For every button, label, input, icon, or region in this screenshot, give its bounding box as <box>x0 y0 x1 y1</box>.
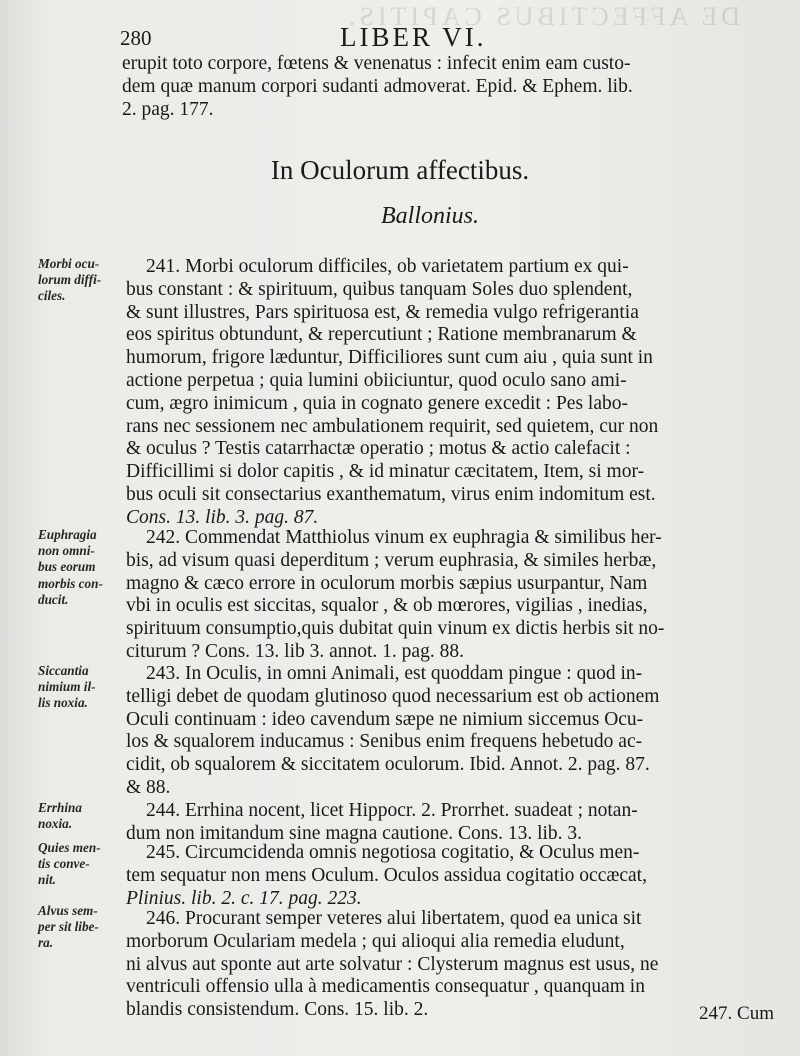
text-line: eos spiritus obtundunt, & repercutiunt ; Ratione membranarum & <box>126 324 637 346</box>
text-line: 2. pag. 177. <box>122 98 214 120</box>
text-line: actione perpetua ; quia lumini obiiciuntur, quod oculo sano ami- <box>126 369 627 391</box>
text-line: bus constant : & spirituum, quibus tanquam Soles duo splendent, <box>126 278 633 300</box>
paragraph-245 <box>126 842 647 910</box>
text-line: 246. Procurant semper veteres alui libertatem, quod ea unica sit <box>146 908 642 929</box>
text-line: & 88. <box>126 776 171 798</box>
text-line: vbi in oculis est siccitas, squalor , & ob mœrores, vigilias , inedias, <box>126 595 648 617</box>
paragraph-244 <box>126 800 638 846</box>
section-title: In Oculorum affectibus. <box>270 155 530 185</box>
text-line: morborum Oculariam medela ; qui alioqui alia remedia eludunt, <box>126 930 625 952</box>
text-line: blandis consistendum. Cons. 15. lib. 2. <box>126 999 429 1021</box>
text-line: tem sequatur non mens Oculum. Oculos assidua cogitatio occæcat, <box>126 864 647 886</box>
text-line: bus oculi sit consectarius exanthematum, virus enim indomitum est. <box>126 483 656 505</box>
catchword: 247. Cum <box>699 1003 774 1024</box>
bleed-through-text: DE AFFECTIBUS CAPITIS. <box>345 2 740 31</box>
paragraph-241 <box>126 256 658 530</box>
text-line: & sunt illustres, Pars spirituosa est, & remedia vulgo refrigerantia <box>126 301 639 323</box>
paragraph-243 <box>126 663 659 800</box>
text-line: dum non imitandum sine magna cautione. Cons. 13. lib. 3. <box>126 822 583 844</box>
text-line: Difficillimi si dolor capitis , & id minatur cæcitatem, Item, si mor- <box>126 461 645 483</box>
text-line: cum, ægro inimicum , quia in cognato genere excedit : Pes labo- <box>126 392 628 414</box>
running-head: LIBER VI. <box>340 22 487 52</box>
margin-note-242: Euphragia non omni- bus eorum morbis con- ducit. <box>38 527 103 607</box>
text-line: bis, ad visum quasi deperditum ; verum euphrasia, & similes herbæ, <box>126 549 657 571</box>
continuation-paragraph <box>122 53 633 121</box>
margin-note-241: Morbi ocu- lorum diffi- ciles. <box>38 256 102 304</box>
text-line: erupit toto corpore, fœtens & venenatus : infecit enim eam custo- <box>122 53 631 74</box>
text-line: telligi debet de quodam glutinoso quod necessarium est ob actionem <box>126 685 660 707</box>
text-line: 243. In Oculis, in omni Animali, est quoddam pingue : quod in- <box>146 663 643 684</box>
text-line: 244. Errhina nocent, licet Hippocr. 2. Prorrhet. suadeat ; notan- <box>146 800 638 821</box>
text-line: magno & cæco errore in oculorum morbis sæpius usurpantur, Nam <box>126 572 648 594</box>
margin-note-244: Errhina noxia. <box>38 800 82 832</box>
margin-note-245: Quies men- tis conve- nit. <box>38 840 101 888</box>
page-number: 280 <box>120 26 152 50</box>
citation-line: Cons. 13. lib. 3. pag. 87. <box>126 506 319 528</box>
text-line: 245. Circumcidenda omnis negotiosa cogitatio, & Oculus men- <box>146 842 640 863</box>
citation-line: Plinius. lib. 2. c. 17. pag. 223. <box>126 887 362 909</box>
text-line: dem quæ manum corpori sudanti admoverat. Epid. & Ephem. lib. <box>122 75 633 97</box>
text-line: ventriculi offensio ulla à medicamentis consequatur , quanquam in <box>126 976 645 998</box>
author-heading: Ballonius. <box>380 203 479 229</box>
text-line: 242. Commendat Matthiolus vinum ex euphragia & similibus her- <box>146 527 662 548</box>
paragraph-242 <box>126 527 664 664</box>
text-line: Oculi continuam : ideo cavendum sæpe ne nimium siccemus Ocu- <box>126 708 644 730</box>
text-line: 241. Morbi oculorum difficiles, ob varietatem partium ex qui- <box>146 256 629 277</box>
text-line: cidit, ob squalorem & siccitatem oculorum. Ibid. Annot. 2. pag. 87. <box>126 754 650 776</box>
text-line: humorum, frigore læduntur, Difficiliores sunt cum aiu , quia sunt in <box>126 347 653 369</box>
text-line: rans nec sessionem nec ambulationem requirit, sed quietem, cur non <box>126 415 659 437</box>
text-line: los & squalorem inducamus : Senibus enim frequens hebetudo ac- <box>126 731 643 753</box>
margin-note-243: Siccantia nimium il- lis noxia. <box>38 663 96 711</box>
text-line: citurum ? Cons. 13. lib 3. annot. 1. pag. 88. <box>126 640 464 662</box>
text-line: ni alvus aut sponte aut arte solvatur : Clysterum magnus est usus, ne <box>126 953 659 975</box>
text-line: spirituum consumptio,quis dubitat quin vinum ex dictis herbis sit no- <box>126 618 665 640</box>
text-line: & oculus ? Testis catarrhactæ operatio ; motus & actio calefacit : <box>126 438 631 460</box>
page-header <box>120 18 780 52</box>
paragraph-246 <box>126 908 658 1022</box>
margin-note-246: Alvus sem- per sit libe- ra. <box>38 903 99 951</box>
